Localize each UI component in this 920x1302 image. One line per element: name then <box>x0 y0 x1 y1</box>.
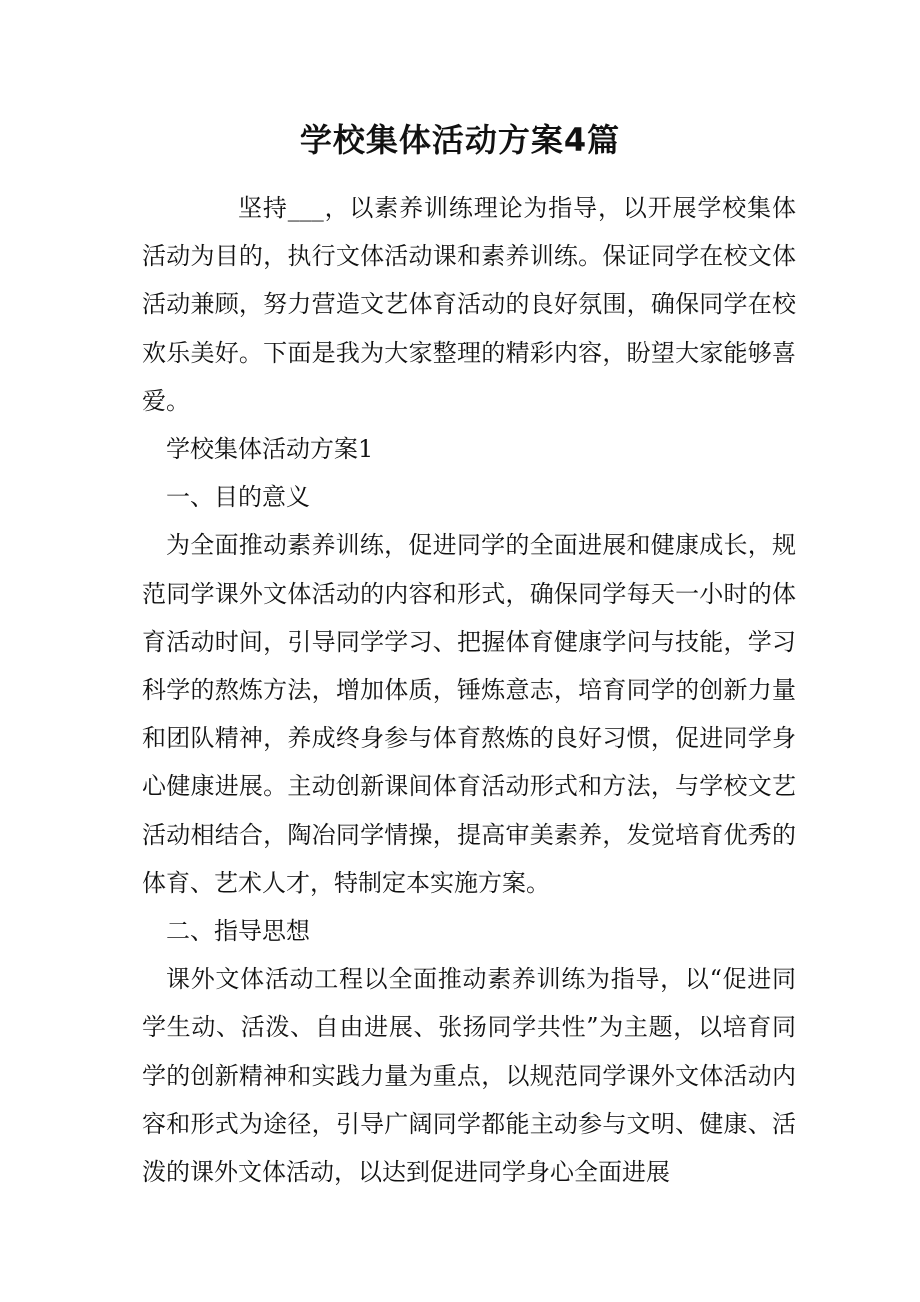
section-heading-plan-1: 学校集体活动方案1 <box>166 435 374 464</box>
document-title: 学校集体活动方案4篇 <box>299 121 621 159</box>
section-heading-guiding-thought: 二、指导思想 <box>166 917 310 946</box>
intro-paragraph: 坚持___，以素养训练理论为指导，以开展学校集体活动为目的，执行文体活动课和素养训练。保证同学在校文体活动兼顾，努力营造文艺体育活动的良好氛围，确保同学在校欢乐美好。下面是我为大家整理的精彩内容，盼望大家能够喜爱。 <box>142 194 796 415</box>
section-heading-purpose: 一、目的意义 <box>166 483 310 512</box>
guiding-thought-paragraph: 课外文体活动工程以全面推动素养训练为指导，以“促进同学生动、活泼、自由进展、张扬同学共性”为主题，以培育同学的创新精神和实践力量为重点，以规范同学课外文体活动内容和形式为途径，引导广阔同学都能主动参与文明、健康、活泼的课外文体活动，以达到促进同学身心全面进展 <box>142 965 796 1187</box>
purpose-paragraph: 为全面推动素养训练，促进同学的全面进展和健康成长，规范同学课外文体活动的内容和形式，确保同学每天一小时的体育活动时间，引导同学学习、把握体育健康学问与技能，学习科学的熬炼方法，增加体质，锤炼意志，培育同学的创新力量和团队精神，养成终身参与体育熬炼的良好习惯，促进同学身心健康进展。主动创新课间体育活动形式和方法，与学校文艺活动相结合，陶冶同学情操，提高审美素养，发觉培育优秀的体育、艺术人才，特制定本实施方案。 <box>142 531 796 897</box>
document-body <box>142 184 796 1196</box>
